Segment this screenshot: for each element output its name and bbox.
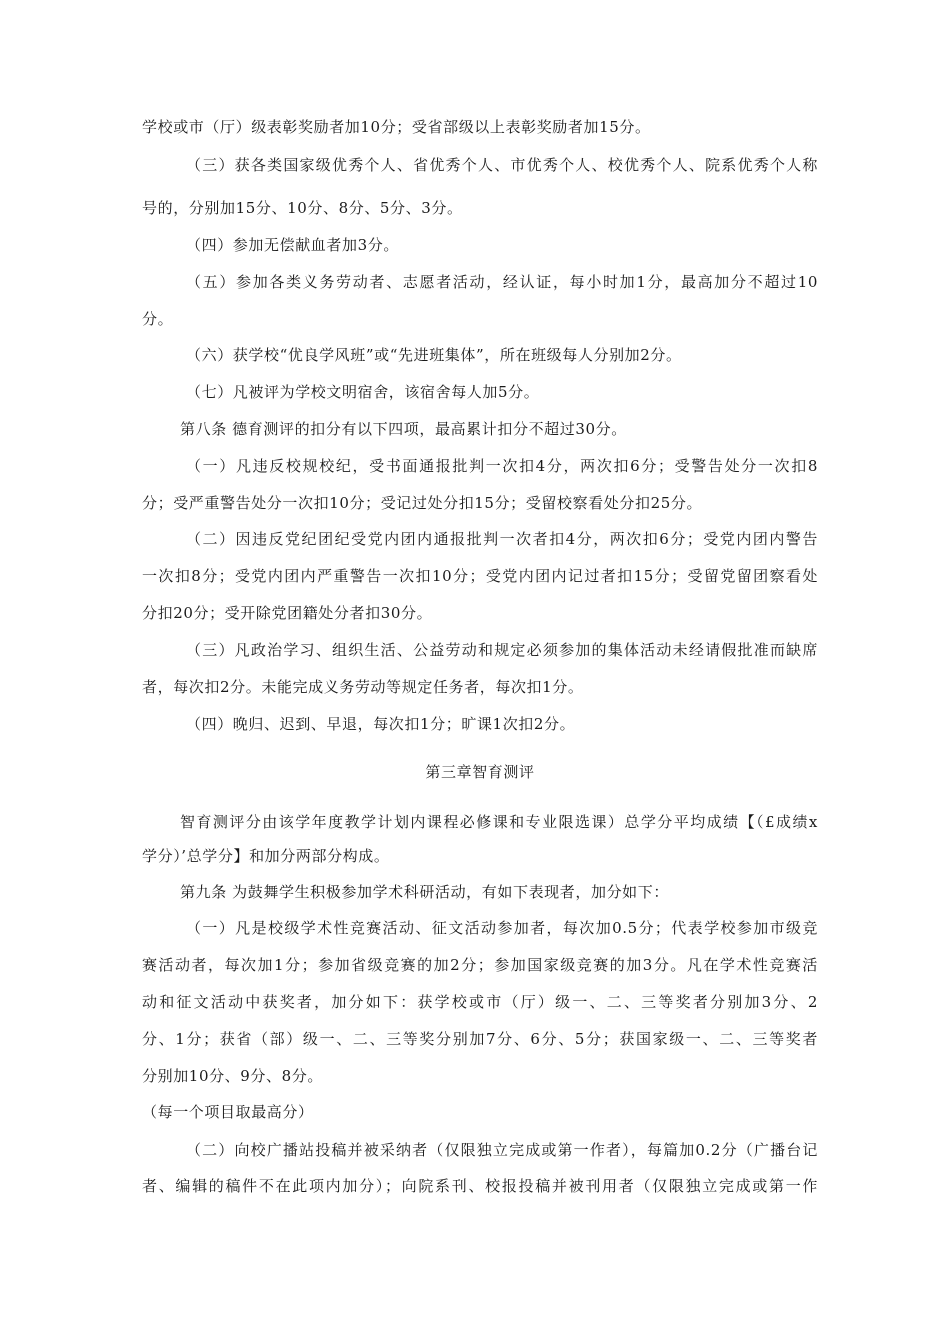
article-heading: 第八条 德育测评的扣分有以下四项，最高累计扣分不超过30分。 bbox=[180, 420, 627, 438]
note-line: （每一个项目取最高分） bbox=[142, 1103, 314, 1121]
paragraph-line: 学分）’总学分】和加分两部分构成。 bbox=[142, 847, 390, 865]
paragraph-line: （二）因违反党纪团纪受党内团内通报批判一次者扣4分，两次扣6分；受党内团内警告 bbox=[186, 530, 818, 548]
paragraph-line: （一）凡是校级学术性竞赛活动、征文活动参加者，每次加0.5分；代表学校参加市级竞 bbox=[186, 919, 818, 937]
paragraph-line: （二）向校广播站投稿并被采纳者（仅限独立完成或第一作者），每篇加0.2分（广播台记 bbox=[186, 1141, 818, 1159]
paragraph-line: 分。 bbox=[142, 310, 174, 328]
article-heading: 第九条 为鼓舞学生积极参加学术科研活动，有如下表现者，加分如下： bbox=[180, 883, 669, 901]
paragraph-line: 者，每次扣2分。未能完成义务劳动等规定任务者，每次扣1分。 bbox=[142, 678, 584, 696]
paragraph-line: （四）参加无偿献血者加3分。 bbox=[186, 236, 399, 254]
paragraph-line: （五）参加各类义务劳动者、志愿者活动，经认证，每小时加1分，最高加分不超过10 bbox=[186, 273, 818, 291]
paragraph-line: 分；受严重警告处分一次扣10分；受记过处分扣15分；受留校察看处分扣25分。 bbox=[142, 494, 703, 512]
paragraph-line: 学校或市（厅）级表彰奖励者加10分；受省部级以上表彰奖励者加15分。 bbox=[142, 118, 651, 136]
paragraph-line: 赛活动者，每次加1分；参加省级竞赛的加2分；参加国家级竞赛的加3分。凡在学术性竞赛活 bbox=[142, 956, 818, 974]
paragraph-line: 动和征文活动中获奖者，加分如下：获学校或市（厅）级一、二、三等奖者分别加3分、2 bbox=[142, 993, 818, 1011]
paragraph-line: 者、编辑的稿件不在此项内加分）；向院系刊、校报投稿并被刊用者（仅限独立完成或第一作 bbox=[142, 1177, 818, 1195]
paragraph-line: 智育测评分由该学年度教学计划内课程必修课和专业限选课）总学分平均成绩【（£成绩x bbox=[180, 813, 818, 831]
paragraph-line: （四）晚归、迟到、早退，每次扣1分；旷课1次扣2分。 bbox=[186, 715, 576, 733]
chapter-title: 第三章智育测评 bbox=[425, 763, 535, 781]
paragraph-line: 号的，分别加15分、10分、8分、5分、3分。 bbox=[142, 199, 463, 217]
paragraph-line: 分、1分；获省（部）级一、二、三等奖分别加7分、6分、5分；获国家级一、二、三等奖者 bbox=[142, 1030, 818, 1048]
paragraph-line: 分扣20分；受开除党团籍处分者扣30分。 bbox=[142, 604, 433, 622]
paragraph-line: （七）凡被评为学校文明宿舍，该宿舍每人加5分。 bbox=[186, 383, 540, 401]
paragraph-line: 一次扣8分；受党内团内严重警告一次扣10分；受党内团内记过者扣15分；受留党留团察看处 bbox=[142, 567, 818, 585]
paragraph-line: 分别加10分、9分、8分。 bbox=[142, 1067, 323, 1085]
paragraph-line: （一）凡违反校规校纪，受书面通报批判一次扣4分，两次扣6分；受警告处分一次扣8 bbox=[186, 457, 818, 475]
paragraph-line: （三）凡政治学习、组织生活、公益劳动和规定必须参加的集体活动未经请假批准而缺席 bbox=[186, 641, 818, 659]
paragraph-line: （三）获各类国家级优秀个人、省优秀个人、市优秀个人、校优秀个人、院系优秀个人称 bbox=[186, 156, 818, 174]
paragraph-line: （六）获学校“优良学风班”或“先进班集体”，所在班级每人分别加2分。 bbox=[186, 346, 682, 364]
